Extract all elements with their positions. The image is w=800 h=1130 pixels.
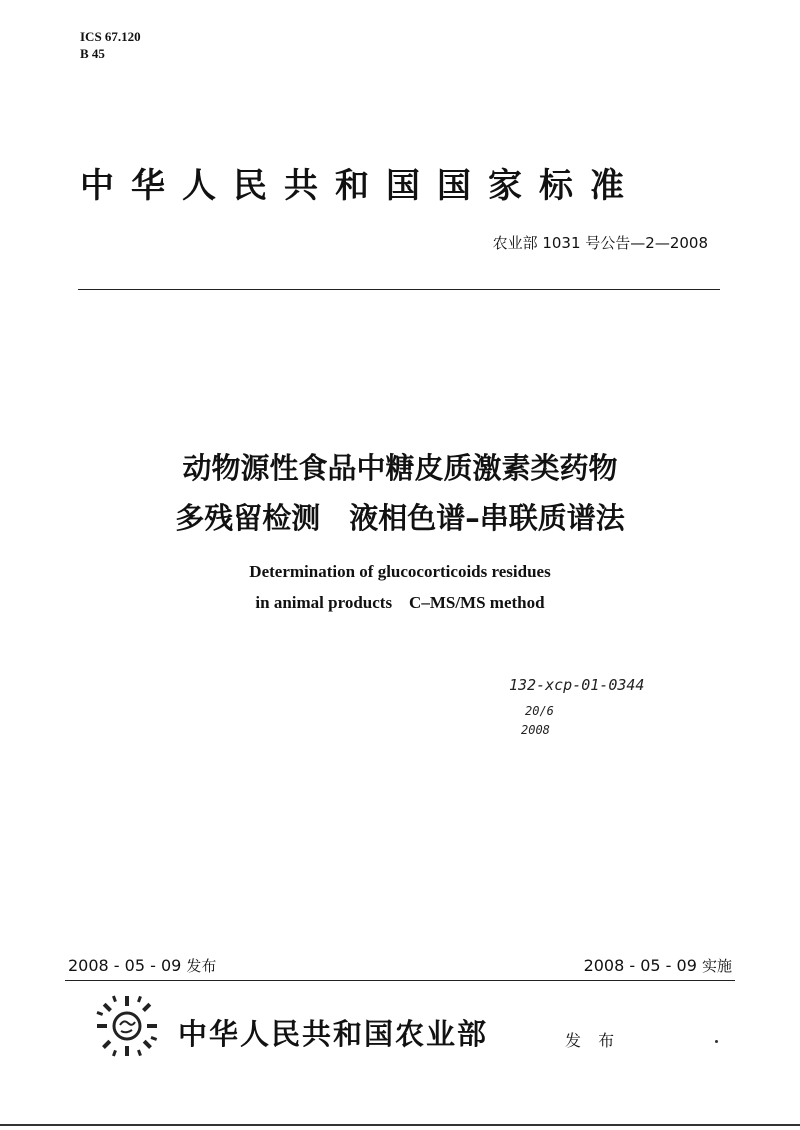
classification-codes [80, 28, 141, 62]
handwritten-line-3: 2008 [521, 723, 550, 737]
handwritten-line-1: 132-xcp-01-0344 [509, 676, 645, 694]
national-standard-title: 中华人民共和国国家标准 [80, 166, 641, 206]
issue-date-block [68, 955, 216, 976]
handwritten-annotation [505, 668, 705, 748]
issue-label: 发布 [186, 957, 217, 975]
issue-date: 2008 - 05 - 09 [68, 956, 182, 975]
ics-code: ICS 67.120 [80, 29, 141, 44]
page-bottom-border [0, 1124, 800, 1126]
standard-number: 农业部 1031 号公告—2—2008 [492, 234, 708, 252]
chinese-title-line-2: 多残留检测 液相色谱–串联质谱法 [175, 501, 625, 535]
publish-label: 发 布 [565, 1031, 621, 1050]
implement-date-block [584, 955, 732, 976]
header-divider [78, 289, 720, 290]
chinese-title-line-1: 动物源性食品中糖皮质激素类药物 [182, 451, 618, 485]
ccs-code: B 45 [80, 46, 105, 61]
english-title-line-1: Determination of glucocorticoids residues [249, 562, 551, 581]
ministry-emblem-icon [93, 992, 161, 1060]
implement-label: 实施 [701, 957, 732, 975]
scan-speck [715, 1040, 718, 1043]
handwritten-line-2: 20/6 [525, 704, 554, 718]
ministry-name: 中华人民共和国农业部 [178, 1017, 489, 1051]
footer-divider [65, 980, 735, 981]
implement-date: 2008 - 05 - 09 [583, 956, 697, 975]
english-title-line-2: in animal products C–MS/MS method [255, 593, 545, 612]
